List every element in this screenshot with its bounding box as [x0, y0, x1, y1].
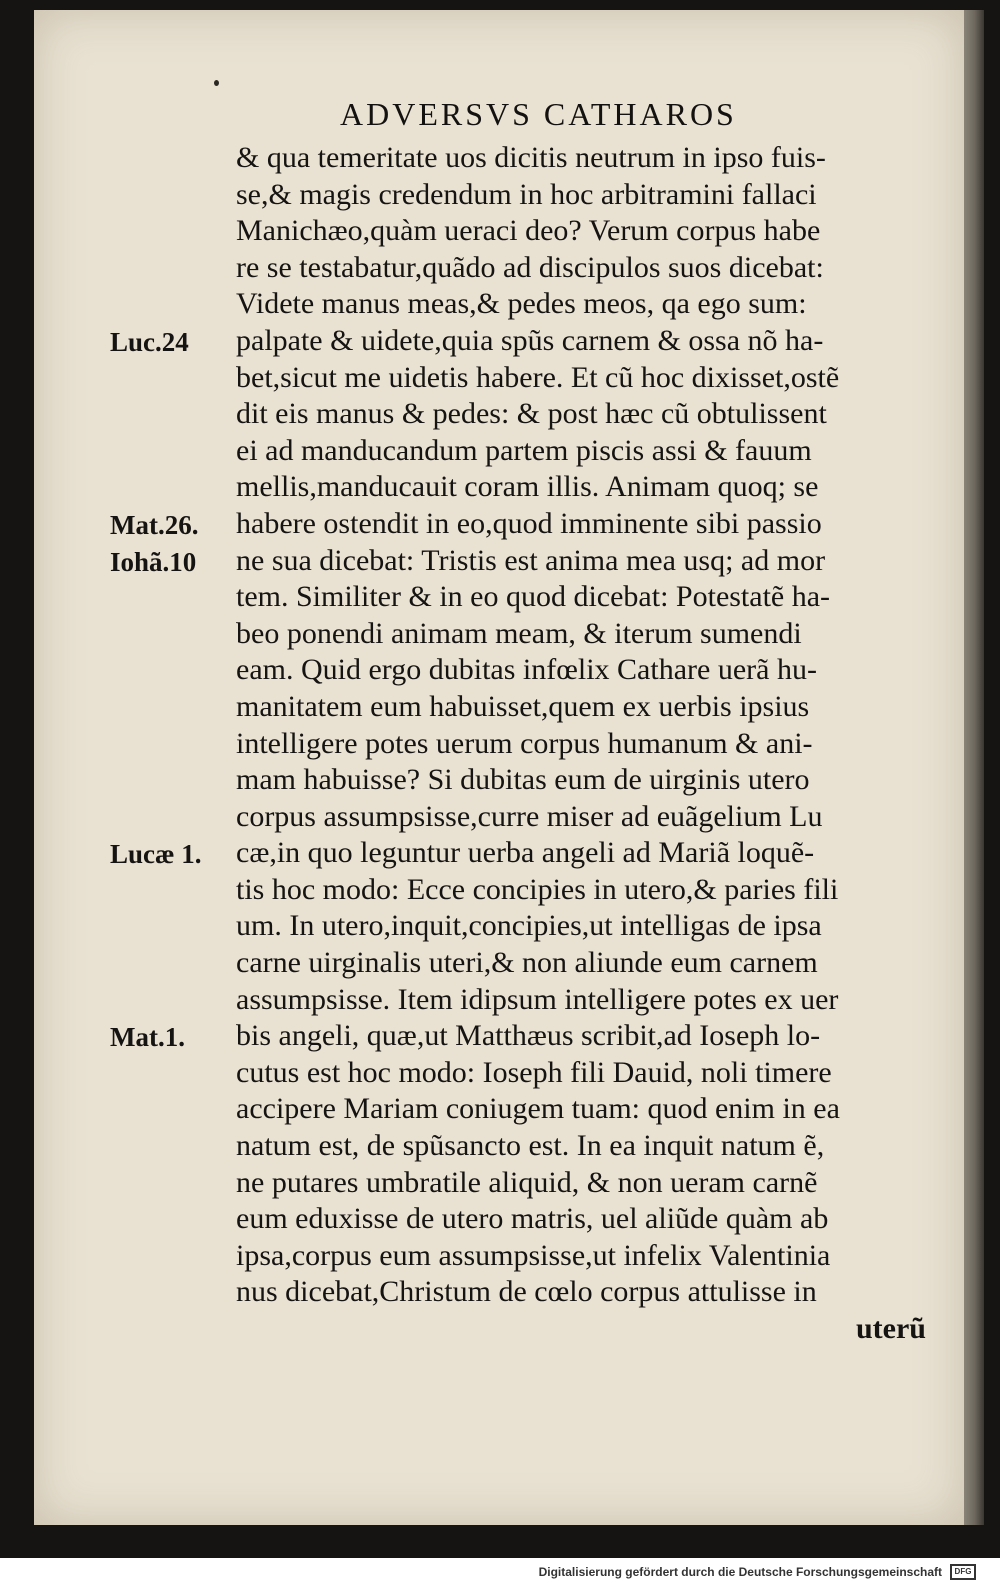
text-line: habere ostendit in eo,quod imminente sibi passio [236, 506, 822, 540]
text-line: mam habuisse? Si dubitas eum de uirginis utero [236, 763, 810, 797]
text-line: ei ad manducandum partem piscis assi & fauum [236, 433, 812, 467]
text-line: dit eis manus & pedes: & post hæc cũ obtulissent [236, 397, 827, 431]
text-line: mellis,manducauit coram illis. Animam quoq; se [236, 470, 819, 504]
marginal-note: Luc.24 [110, 327, 189, 357]
text-line: bet,sicut me uidetis habere. Et cũ hoc dixisset,ostẽ [236, 360, 840, 394]
text-line: eum eduxisse de utero matris, uel aliũde quàm ab [236, 1202, 829, 1236]
text-line: tis hoc modo: Ecce concipies in utero,& paries fili [236, 872, 839, 906]
text-line: tem. Similiter & in eo quod dicebat: Potestatẽ ha- [236, 580, 831, 614]
text-line: ne sua dicebat: Tristis est anima mea usq; ad mor [236, 543, 826, 577]
text-line: beo ponendi animam meam, & iterum sumendi [236, 616, 802, 650]
marginal-note: Lucæ 1. [110, 839, 202, 870]
text-line: manitatem eum habuisset,quem ex uerbis ipsius [236, 689, 810, 723]
text-line: Videte manus meas,& pedes meos, qa ego sum: [236, 287, 807, 321]
funding-credit: Digitalisierung gefördert durch die Deutsche Forschungsgemeinschaft [538, 1565, 942, 1579]
text-line: cutus est hoc modo: Ioseph fili Dauid, noli timere [236, 1055, 832, 1089]
text-line: corpus assumpsisse,curre miser ad euãgelium Lu [236, 799, 823, 833]
text-line: & qua temeritate uos dicitis neutrum in ipso fuis- [236, 141, 826, 174]
text-line: intelligere potes uerum corpus humanum & ani- [236, 726, 813, 760]
catchword: uterũ [856, 1312, 926, 1345]
text-line: assumpsisse. Item idipsum intelligere potes ex uer [236, 982, 839, 1016]
text-line: re se testabatur,quãdo ad discipulos suos dicebat: [236, 250, 824, 284]
text-line: natum est, de spũsancto est. In ea inquit natum ẽ, [236, 1129, 825, 1163]
text-line: cæ,in quo leguntur uerba angeli ad Mariã loquẽ- [236, 836, 815, 870]
book-spine-edge [964, 10, 984, 1525]
text-line: accipere Mariam coniugem tuam: quod enim in ea [236, 1092, 840, 1126]
ink-speck [214, 80, 219, 86]
text-line: nus dicebat,Christum de cœlo corpus attulisse in [236, 1275, 817, 1309]
text-line: ipsa,corpus eum assumpsisse,ut infelix Valentinia [236, 1238, 831, 1272]
dfg-logo: DFG [950, 1564, 976, 1580]
running-head: ADVERSVS CATHAROS [340, 96, 737, 132]
text-line: um. In utero,inquit,concipies,ut intelligas de ipsa [236, 909, 822, 943]
text-line: eam. Quid ergo dubitas infœlix Cathare uerã hu- [236, 653, 817, 687]
body-text [236, 140, 926, 1348]
text-line: bis angeli, quæ,ut Matthæus scribit,ad Ioseph lo- [236, 1019, 821, 1053]
marginal-note: Mat.1. [110, 1022, 185, 1053]
text-line: ne putares umbratile aliquid, & non ueram carnẽ [236, 1165, 818, 1199]
text-line: palpate & uidete,quia spũs carnem & ossa nõ ha- [236, 323, 824, 357]
marginal-note: Iohã.10 [110, 546, 197, 577]
text-line: se,& magis credendum in hoc arbitramini fallaci [236, 177, 817, 211]
text-line: Manichæo,quàm ueraci deo? Verum corpus habe [236, 214, 821, 248]
footer-bar [0, 1558, 1000, 1590]
text-line: carne uirginalis uteri,& non aliunde eum carnem [236, 946, 818, 980]
marginal-note: Mat.26. [110, 510, 199, 540]
